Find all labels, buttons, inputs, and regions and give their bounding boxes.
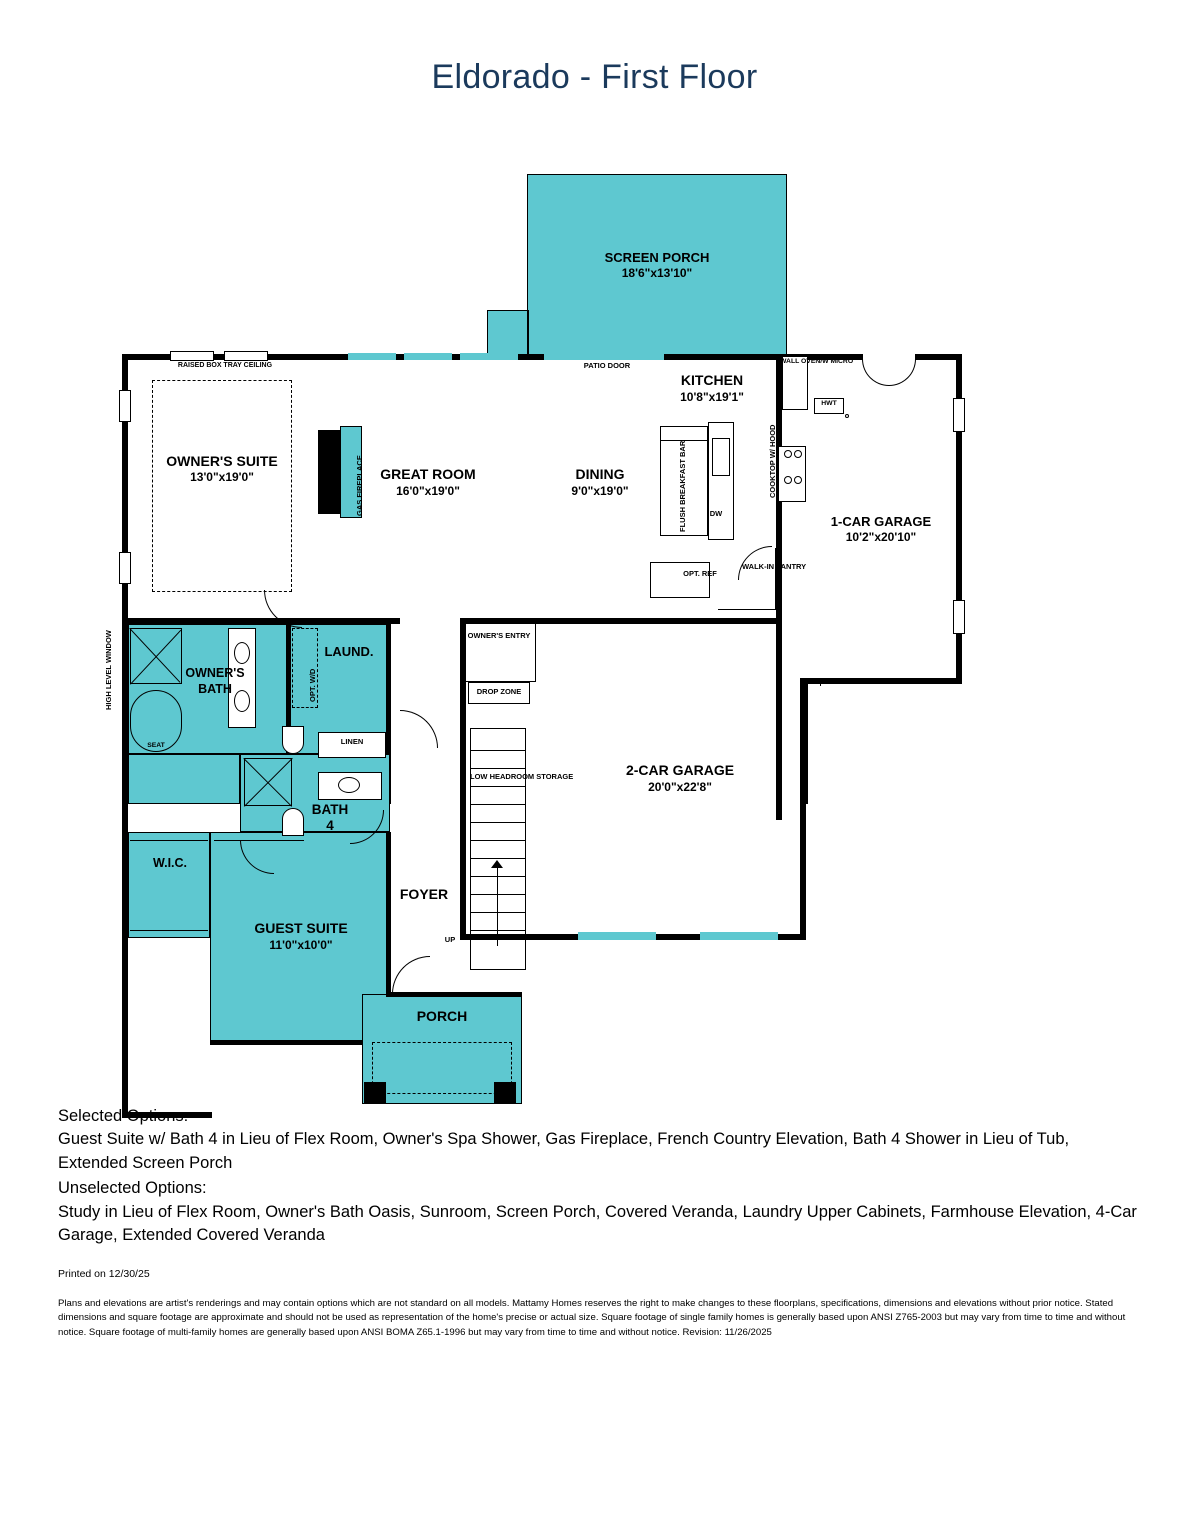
window-left-1: [119, 390, 131, 422]
patio-door-glass: [544, 353, 664, 360]
owners-entry-box: [460, 620, 536, 682]
hwt-dot: [845, 414, 849, 418]
kitchen-sink: [712, 438, 730, 476]
garage-dim-line: [820, 684, 821, 686]
window-left-2: [119, 552, 131, 584]
stair-tread-6: [470, 840, 526, 841]
floorplan-drawing: [0, 150, 1189, 1100]
stair-tread-1: [470, 750, 526, 751]
room-label-guest-suite: GUEST SUITE 11'0"x10'0": [254, 920, 348, 952]
room-label-dining: DINING 9'0"x19'0": [571, 466, 629, 498]
cooktop-burner-4: [794, 476, 802, 484]
room-label-garage-2car: 2-CAR GARAGE 20'0"x22'8": [625, 762, 735, 794]
walk-in-pantry-label: WALK-IN PANTRY: [742, 562, 807, 571]
raised-box-tray-ceiling: [152, 380, 292, 592]
wic-shelf-2: [130, 930, 208, 931]
window-top-2: [224, 351, 268, 361]
seat-label: SEAT: [147, 742, 165, 749]
sink-oval-1: [234, 642, 250, 664]
page-title: Eldorado - First Floor: [431, 58, 758, 96]
room-label-bath4: BATH 4: [311, 802, 349, 834]
room-label-owners-bath: OWNER'S BATH: [185, 666, 245, 696]
gas-fireplace-label: GAS FIREPLACE: [355, 455, 364, 516]
room-label-garage-1car: 1-CAR GARAGE 10'2"x20'10": [830, 514, 932, 545]
room-label-wic: W.I.C.: [152, 856, 188, 870]
fireplace-body: [318, 430, 340, 514]
room-label-laundry: LAUND.: [324, 644, 374, 659]
garage1-entry-door: [862, 354, 916, 386]
window-top-3: [348, 353, 396, 360]
window-top-1: [170, 351, 214, 361]
stair-block: [470, 728, 526, 970]
wic-outline: [128, 832, 210, 938]
unselected-options-header: Unselected Options:: [58, 1179, 207, 1198]
wall-top-left: [122, 354, 782, 360]
patio-edge-line: [806, 682, 958, 684]
legal-disclaimer: Plans and elevations are artist's renderings and may contain options which are not standard on all models. Mattamy Homes reserves the right to make changes to these floorplans, specifications, dimensions and elevations without prior notice. Stated dimensions and square footage are approximate and should not be used as representation of the home's precise or actual size. Square footage of single family homes is generally based upon ANSI Z765-2003 but may vary from time to time and without notice. Square footage of multi-family homes are generally based upon ANSI BOMA Z65.1-1996 but may vary from time to time and without notice. Revision: 11/26/2025: [58, 1298, 1126, 1338]
hwt-label: HWT: [821, 400, 837, 407]
owners-entry-label: OWNER'S ENTRY: [467, 631, 531, 640]
room-label-screen-porch: SCREEN PORCH 18'6"x13'10": [604, 250, 710, 281]
window-garage1-right-2: [953, 600, 965, 634]
cooktop-burner-2: [794, 450, 802, 458]
wall-oven-label: WALL OVEN/W MICRO: [780, 358, 854, 365]
stair-tread-4: [470, 804, 526, 805]
garage-side-line: [806, 684, 808, 804]
garage2-door-1: [578, 932, 656, 940]
flush-breakfast-bar-label: FLUSH BREAKFAST BAR: [678, 440, 687, 532]
high-level-window-label: HIGH LEVEL WINDOW: [104, 630, 113, 710]
cooktop-burner-1: [784, 450, 792, 458]
door-guest-suite: [392, 956, 430, 994]
garage2-door-2: [700, 932, 778, 940]
stair-tread-8: [470, 876, 526, 877]
cooktop-label: COOKTOP W/ HOOD: [768, 424, 777, 498]
selected-options-header: Selected Options:: [58, 1107, 189, 1125]
raised-box-tray-label: RAISED BOX TRAY CEILING: [177, 362, 273, 369]
screen-porch-step-outline: [487, 310, 529, 356]
drop-zone-label: DROP ZONE: [476, 687, 522, 696]
owners-bath-lower-outline: [128, 754, 240, 804]
stair-tread-3: [470, 786, 526, 787]
stair-tread-2: [470, 768, 526, 769]
options-notes: [58, 1105, 1138, 1250]
wic-shelf-1: [130, 840, 208, 841]
dw-label: DW: [709, 509, 723, 518]
window-garage1-right-1: [953, 398, 965, 432]
door-owners-entry: [400, 710, 438, 748]
room-label-kitchen: KITCHEN 10'8"x19'1": [680, 372, 744, 404]
cooktop-burner-3: [784, 476, 792, 484]
porch-col-right: [494, 1082, 516, 1104]
stair-arrow-head: [491, 860, 503, 868]
room-label-foyer: FOYER: [399, 886, 449, 902]
room-label-owners-suite: OWNER'S SUITE 13'0"x19'0": [166, 453, 278, 485]
stair-arrow-line: [497, 864, 498, 946]
stair-tread-11: [470, 930, 526, 931]
unselected-options-body: Study in Lieu of Flex Room, Owner's Bath Oasis, Sunroom, Screen Porch, Covered Veranda, Laundry Upper Cabinets, Farmhouse Elevation, 4-Car Garage, Extended Covered Veranda: [58, 1202, 1137, 1245]
stair-up-label: UP: [444, 935, 456, 944]
low-headroom-storage-label: LOW HEADROOM STORAGE: [470, 772, 574, 781]
printed-on: Printed on 12/30/25: [58, 1268, 150, 1280]
window-top-4: [404, 353, 452, 360]
selected-options-body: Guest Suite w/ Bath 4 in Lieu of Flex Room, Owner's Spa Shower, Gas Fireplace, French Country Elevation, Bath 4 Shower in Lieu of Tub, Extended Screen Porch: [58, 1130, 1070, 1172]
stair-tread-10: [470, 912, 526, 913]
room-label-great-room: GREAT ROOM 16'0"x19'0": [380, 466, 476, 498]
opt-ref-label: OPT. REF: [683, 569, 717, 578]
stair-tread-7: [470, 858, 526, 859]
porch-inner-dashed: [372, 1042, 512, 1094]
toilet-1: [282, 726, 304, 754]
room-label-porch: PORCH: [416, 1008, 468, 1024]
bath4-sink: [338, 777, 360, 793]
stair-tread-5: [470, 822, 526, 823]
patio-door-label: PATIO DOOR: [583, 361, 631, 370]
porch-col-left: [364, 1082, 386, 1104]
opt-wd-label: OPT. W/D: [308, 668, 317, 702]
linen-label: LINEN: [340, 737, 364, 746]
stair-tread-9: [470, 894, 526, 895]
window-top-5: [460, 353, 518, 360]
opt-ref-box: [650, 562, 710, 598]
